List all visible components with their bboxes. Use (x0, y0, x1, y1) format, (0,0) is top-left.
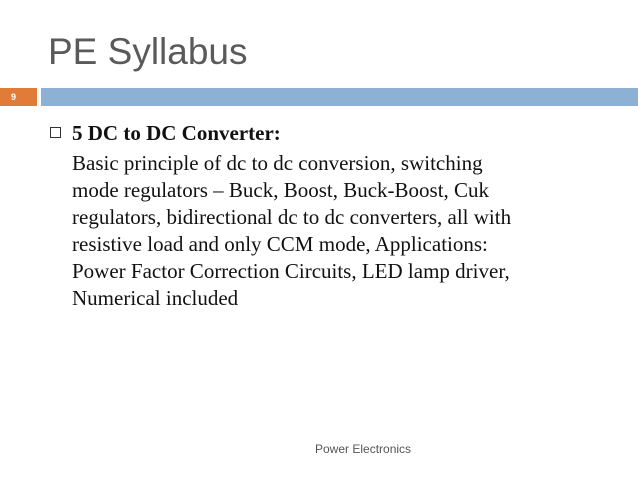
body-line: Numerical included (72, 286, 239, 310)
slide-footer: Power Electronics (315, 442, 412, 456)
body-line: Power Factor Correction Circuits, LED lamp driver, (72, 259, 510, 283)
page-number-badge (0, 88, 37, 106)
page-number: 9 (11, 92, 17, 102)
slide-title: PE Syllabus (48, 31, 248, 72)
body-text (72, 150, 632, 312)
title-divider-bar (41, 88, 638, 106)
section-heading: 5 DC to DC Converter: (72, 121, 281, 145)
body-line: regulators, bidirectional dc to dc converters, all with (72, 205, 512, 229)
body-line: resistive load and only CCM mode, Applications: (72, 232, 488, 256)
body-line: mode regulators – Buck, Boost, Buck-Boost, Cuk (72, 178, 490, 202)
square-bullet-icon (50, 127, 61, 138)
body-line: Basic principle of dc to dc conversion, switching (72, 151, 483, 175)
